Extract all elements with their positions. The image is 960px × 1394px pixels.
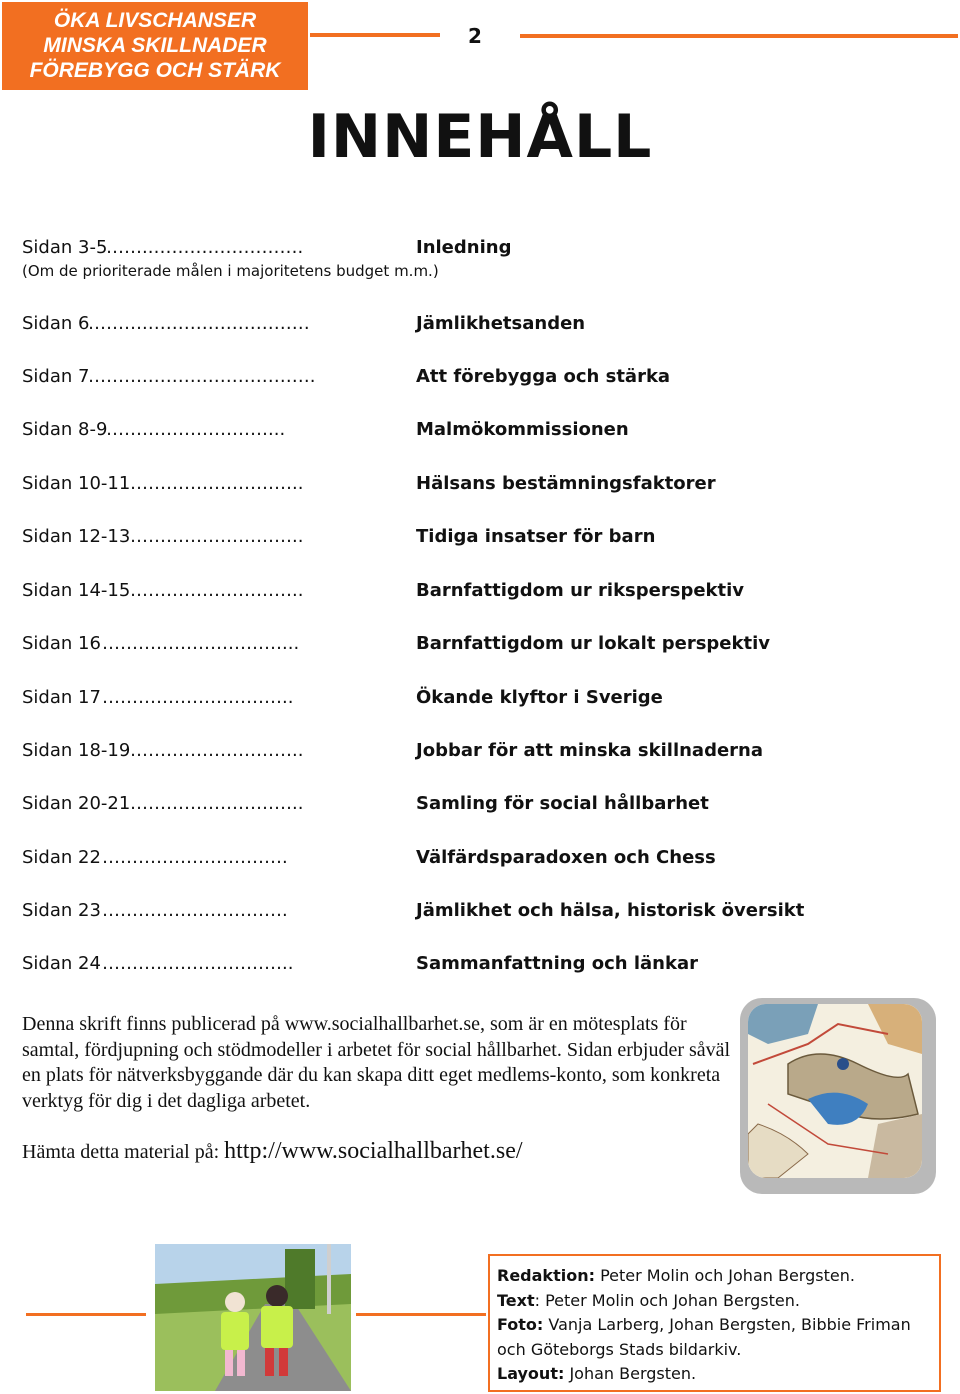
credits-foto — [497, 1313, 939, 1362]
footer-rule-left — [26, 1313, 146, 1316]
toc-row — [22, 900, 922, 928]
toc-dots: ………………………….. — [102, 687, 294, 708]
toc-row — [22, 687, 922, 715]
toc-page: Sidan 16 — [22, 633, 101, 654]
toc-title: Samling för social hållbarhet — [416, 793, 709, 814]
toc-page: Sidan 14-15 — [22, 580, 131, 601]
toc-row — [22, 793, 922, 821]
toc-dots: ……………………….. — [130, 473, 304, 494]
toc-row-intro — [22, 237, 922, 265]
toc-title: Barnfattigdom ur riksperspektiv — [416, 580, 745, 601]
toc-dots: ……..……………………. — [106, 237, 304, 258]
toc-row — [22, 953, 922, 981]
toc-row — [22, 366, 922, 394]
credits-redaktion — [497, 1264, 939, 1289]
credits-text — [497, 1289, 939, 1314]
toc-page: Sidan 17 — [22, 687, 101, 708]
toc-page: Sidan 12-13 — [22, 526, 131, 547]
toc-intro-note: (Om de prioriterade målen i majoritetens budget m.m.) — [22, 262, 439, 280]
credits-foto-value: Vanja Larberg, Johan Bergsten, Bibbie Friman och Göteborgs Stads bildarkiv. — [497, 1315, 911, 1359]
toc-row — [22, 526, 922, 554]
toc-page: Sidan 23 — [22, 900, 101, 921]
footer-rule-right — [356, 1313, 486, 1316]
toc-dots: ……………………….. — [130, 740, 304, 761]
map-image-frame — [740, 998, 936, 1194]
header-banner — [2, 2, 308, 90]
toc-page: Sidan 3-5 — [22, 237, 108, 258]
toc-row — [22, 473, 922, 501]
toc-title: Hälsans bestämningsfaktorer — [416, 473, 716, 494]
page-number: 2 — [468, 24, 482, 48]
toc-page: Sidan 22 — [22, 847, 101, 868]
toc-title: Ökande klyftor i Sverige — [416, 687, 663, 708]
download-label: Hämta detta material på: — [22, 1141, 225, 1163]
intro-paragraph: Denna skrift finns publicerad på www.socialhallbarhet.se, som är en mötesplats för samtal, fördjupning och stödmodeller i arbetet för social hållbarhet. Sidan erbjuder såväl en plats för nätverksbyggande där du kan skapa ditt eget medlems-konto, som konkreta verktyg för dig i det dagliga arbetet. — [22, 1013, 731, 1112]
toc-dots: ……………………….. — [130, 526, 304, 547]
toc-title: Sammanfattning och länkar — [416, 953, 698, 974]
toc-page: Sidan 20-21 — [22, 793, 131, 814]
credits-foto-label: Foto: — [497, 1315, 544, 1334]
credits-text-value: : Peter Molin och Johan Bergsten. — [534, 1290, 800, 1310]
toc-title: Välfärdsparadoxen och Chess — [416, 847, 716, 868]
toc-row — [22, 740, 922, 768]
toc-page: Sidan 8-9 — [22, 419, 108, 440]
header-rule-left — [310, 33, 440, 37]
credits-box — [488, 1254, 941, 1392]
credits-layout-label: Layout: — [497, 1364, 565, 1383]
toc-title: Jämlikhet och hälsa, historisk översikt — [416, 900, 805, 921]
download-line — [22, 1138, 523, 1165]
page-title: INNEHÅLL — [307, 102, 653, 172]
toc-page: Sidan 18-19 — [22, 740, 131, 761]
header-rule-right — [520, 34, 958, 38]
toc-row — [22, 419, 922, 447]
toc-dots: ……………………….. — [130, 793, 304, 814]
toc-dots: ………………………... — [106, 419, 286, 440]
toc-page: Sidan 24 — [22, 953, 101, 974]
toc-title: Att förebygga och stärka — [416, 366, 671, 387]
banner-line-1: ÖKA LIVSCHANSER — [53, 9, 257, 32]
toc-title: Inledning — [416, 237, 512, 258]
credits-text-label: Text — [497, 1290, 535, 1310]
toc-page: Sidan 10-11 — [22, 473, 131, 494]
credits-layout-value: Johan Bergsten. — [564, 1364, 697, 1383]
toc-title: Jämlikhetsanden — [416, 313, 586, 334]
toc-title: Malmökommissionen — [416, 419, 629, 440]
toc-row — [22, 580, 922, 608]
toc-dots: ……….……………………… — [88, 313, 310, 334]
map-illustration — [748, 1004, 922, 1178]
credits-layout — [497, 1362, 939, 1387]
toc-dots: …………………………. — [102, 847, 288, 868]
toc-title: Barnfattigdom ur lokalt perspektiv — [416, 633, 770, 654]
map-image — [748, 1004, 922, 1178]
toc-dots: …………………………... — [102, 633, 300, 654]
toc-row — [22, 313, 922, 341]
toc-dots: ………………………….. — [102, 953, 294, 974]
toc-row — [22, 633, 922, 661]
toc-dots: ……………………….. — [130, 580, 304, 601]
children-photo — [155, 1244, 351, 1391]
toc-dots: ……….………………………. — [88, 366, 316, 387]
credits-redaktion-value: Peter Molin och Johan Bergsten. — [594, 1266, 855, 1285]
toc-page: Sidan 6 — [22, 313, 90, 334]
credits-redaktion-label: Redaktion: — [497, 1266, 595, 1285]
banner-line-3: FÖREBYGG OCH STÄRK — [29, 59, 281, 82]
download-link[interactable]: http://www.socialhallbarhet.se/ — [224, 1138, 523, 1164]
toc-page: Sidan 7 — [22, 366, 90, 387]
toc-row — [22, 847, 922, 875]
toc-dots: …………………………. — [102, 900, 288, 921]
children-photo-illustration — [155, 1244, 351, 1391]
toc-title: Jobbar för att minska skillnaderna — [416, 740, 764, 761]
banner-line-2: MINSKA SKILLNADER — [43, 34, 267, 57]
toc-title: Tidiga insatser för barn — [416, 526, 656, 547]
